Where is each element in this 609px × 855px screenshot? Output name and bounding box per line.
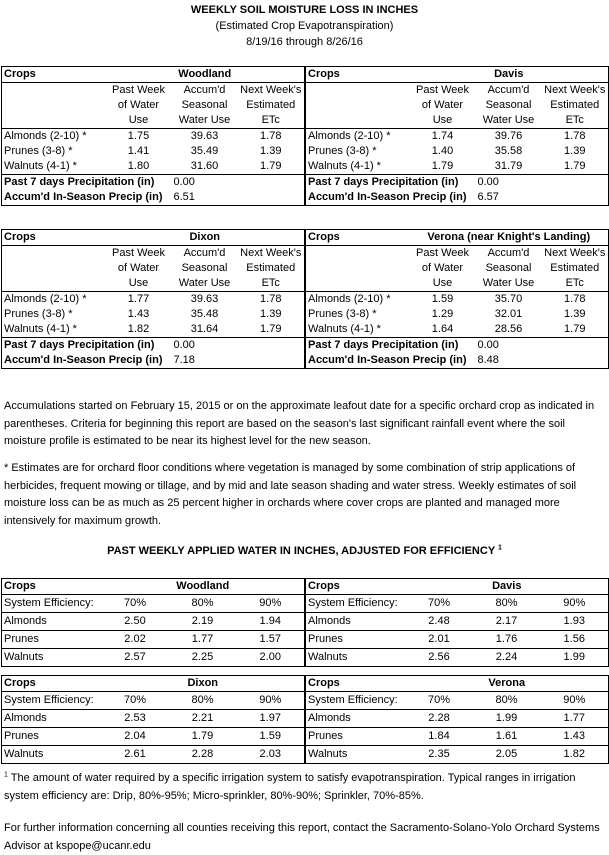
col-header-past-week: Past Week: [112, 247, 165, 259]
crop-name: Walnuts (4-1) *: [306, 322, 410, 338]
crop-name: Walnuts: [306, 649, 406, 667]
efficiency-90: 90%: [237, 595, 305, 613]
blank-cell: [238, 338, 305, 354]
applied-70-value: 2.35: [406, 746, 473, 764]
accum-value: 35.48: [190, 308, 219, 320]
crop-name: Prunes: [2, 728, 102, 746]
next-week-value: 1.78: [542, 129, 609, 145]
accum-value: 31.79: [476, 159, 542, 175]
blank-cell: [306, 246, 410, 262]
next-week-value: 1.39: [542, 144, 609, 159]
precip-value: 0.00: [173, 339, 195, 351]
next-week-value: 1.78: [238, 129, 305, 145]
col-header-accum: Accum'd: [183, 247, 226, 259]
applied-80-value: 2.05: [473, 746, 541, 764]
report-title: WEEKLY SOIL MOISTURE LOSS IN INCHES: [190, 4, 419, 16]
applied-90-value: 1.59: [237, 728, 305, 746]
applied-70-value: 2.01: [406, 631, 473, 649]
past-week-value: 1.40: [431, 145, 454, 157]
blank-cell: [542, 353, 609, 369]
crops-header: Crops: [2, 230, 106, 246]
applied-90-value: 2.03: [237, 746, 305, 764]
col-header-next-week: Next Week's: [542, 83, 609, 99]
col-header-accum: Water Use: [476, 276, 542, 292]
col-header-past-week: of Water: [421, 99, 464, 111]
efficiency-70: 70%: [102, 692, 169, 710]
crop-name: Almonds (2-10) *: [2, 292, 106, 308]
blank-cell: [238, 353, 305, 369]
applied-80-value: 2.25: [169, 649, 237, 667]
past-week-value: 1.80: [106, 159, 172, 175]
applied-70-value: 2.48: [406, 613, 473, 631]
past-week-value: 1.43: [127, 308, 150, 320]
precip-label: Past 7 days Precipitation (in): [306, 338, 476, 354]
applied-table-3: [305, 675, 609, 764]
applied-80-value: 2.21: [169, 710, 237, 728]
efficiency-70: 70%: [406, 595, 473, 613]
next-week-value: 1.39: [238, 307, 305, 322]
accum-value: 35.49: [190, 145, 219, 157]
location-name: Dixon: [106, 230, 305, 246]
crop-name: Almonds: [2, 710, 102, 728]
col-header-accum: Seasonal: [485, 99, 532, 111]
applied-70-value: 2.50: [102, 613, 169, 631]
past-week-value: 1.41: [127, 145, 150, 157]
col-header-accum: Accum'd: [183, 84, 226, 96]
accum-precip-value: 6.57: [476, 190, 542, 206]
applied-70-value: 2.61: [102, 746, 169, 764]
next-week-value: 1.79: [542, 159, 609, 175]
applied-80-value: 2.28: [169, 746, 237, 764]
col-header-accum: Seasonal: [485, 262, 532, 274]
next-week-value: 1.39: [238, 144, 305, 159]
col-header-past-week: Past Week: [416, 247, 469, 259]
et-table-1: [305, 66, 609, 206]
col-header-accum: Seasonal: [181, 99, 228, 111]
applied-70-value: 2.57: [102, 649, 169, 667]
accum-value: 39.63: [190, 293, 219, 305]
efficiency-80: 80%: [473, 692, 541, 710]
applied-80-value: 2.19: [169, 613, 237, 631]
applied-90-value: 1.99: [541, 649, 609, 667]
col-header-next-week: ETc: [542, 276, 609, 292]
applied-90-value: 1.56: [541, 631, 609, 649]
efficiency-70: 70%: [102, 595, 169, 613]
next-week-value: 1.79: [238, 322, 305, 338]
crop-name: Almonds: [2, 613, 102, 631]
efficiency-90: 90%: [541, 692, 609, 710]
past-week-value: 1.82: [106, 322, 172, 338]
crop-name: Prunes: [2, 631, 102, 649]
crop-name: Walnuts (4-1) *: [2, 322, 106, 338]
estimate-note: * Estimates are for orchard floor conditions where vegetation is managed by some combination of strip applications of herbicides, frequent mowing or tillage, and by mid and late season shading and water stress. Weekly estimates of soil moisture loss can be as much as 25 percent higher in orchards where cover crops are planted and managed more intensively for maximum growth.: [4, 462, 577, 527]
blank-cell: [306, 83, 410, 99]
blank-cell: [2, 98, 106, 113]
footnote: [4, 770, 604, 805]
applied-90-value: 1.93: [541, 613, 609, 631]
col-header-next-week: ETc: [542, 113, 609, 129]
location-name: Davis: [410, 67, 609, 83]
contact-note: For further information concerning all counties receiving this report, contact the Sacramento-Solano-Yolo Orchard Systems Advisor at kspope@ucanr.edu: [4, 822, 600, 852]
blank-cell: [2, 113, 106, 129]
footnote-sup: 1: [4, 771, 8, 779]
col-header-past-week: of Water: [421, 262, 464, 274]
efficiency-80: 80%: [473, 595, 541, 613]
past-week-value: 1.29: [431, 308, 454, 320]
accum-value: 31.60: [172, 159, 238, 175]
col-header-past-week: of Water: [117, 99, 160, 111]
next-week-value: 1.78: [542, 292, 609, 308]
col-header-next-week: Estimated: [238, 98, 305, 113]
applied-80-value: 1.99: [473, 710, 541, 728]
applied-80-value: 2.24: [473, 649, 541, 667]
accum-value: 32.01: [494, 308, 523, 320]
applied-90-value: 1.43: [541, 728, 609, 746]
crops-header: Crops: [2, 579, 102, 595]
applied-90-value: 1.94: [237, 613, 305, 631]
blank-cell: [2, 246, 106, 262]
crops-header: Crops: [2, 67, 106, 83]
next-week-value: 1.79: [238, 159, 305, 175]
applied-70-value: 2.53: [102, 710, 169, 728]
past-week-value: 1.59: [431, 293, 454, 305]
report-dates: 8/19/16 through 8/26/16: [246, 36, 363, 48]
accum-precip-label: Accum'd In-Season Precip (in): [2, 353, 172, 369]
past-week-value: 1.75: [127, 130, 150, 142]
blank-cell: [542, 190, 609, 206]
blank-cell: [306, 98, 410, 113]
blank-cell: [542, 175, 609, 191]
blank-cell: [2, 261, 106, 276]
accumulation-note: Accumulations started on February 15, 2015 or on the approximate leafout date for a specific orchard crop as indicated in parentheses. Criteria for beginning this report are based on the season's last significant rainfall event where the soil moisture profile is estimated to be near its highest level for the new season.: [4, 400, 595, 447]
applied-table-2: [1, 675, 305, 764]
crops-header: Crops: [306, 676, 406, 692]
crop-name: Prunes: [306, 631, 406, 649]
blank-cell: [238, 175, 305, 191]
accum-precip-label: Accum'd In-Season Precip (in): [2, 190, 172, 206]
crop-name: Almonds: [306, 710, 406, 728]
applied-80-value: 1.77: [169, 631, 237, 649]
crop-name: Almonds (2-10) *: [2, 129, 106, 145]
past-week-value: 1.64: [410, 322, 476, 338]
crop-name: Prunes (3-8) *: [306, 144, 410, 159]
applied-90-value: 1.82: [541, 746, 609, 764]
col-header-past-week: of Water: [117, 262, 160, 274]
col-header-accum: Accum'd: [487, 247, 530, 259]
crops-header: Crops: [306, 67, 410, 83]
col-header-past-week: Use: [106, 113, 172, 129]
past-week-value: 1.79: [410, 159, 476, 175]
footnote-text: The amount of water required by a specific irrigation system to satisfy evapotranspiration. Typical ranges in irrigation system efficiency are: Drip, 80%-95%; Micro-sprinkler, 80%-90%; Sprinkler, 70%-85%.: [4, 772, 576, 802]
past-week-value: 1.77: [127, 293, 150, 305]
crop-name: Prunes (3-8) *: [2, 144, 106, 159]
accum-value: 39.76: [494, 130, 523, 142]
applied-70-value: 2.28: [406, 710, 473, 728]
col-header-past-week: Use: [410, 113, 476, 129]
blank-cell: [238, 190, 305, 206]
col-header-next-week: Estimated: [542, 261, 609, 276]
crop-name: Walnuts: [306, 746, 406, 764]
blank-cell: [2, 83, 106, 99]
applied-title-text: PAST WEEKLY APPLIED WATER IN INCHES, ADJUSTED FOR EFFICIENCY: [107, 545, 495, 557]
col-header-accum: Seasonal: [181, 262, 228, 274]
col-header-past-week: Past Week: [112, 84, 165, 96]
next-week-value: 1.79: [542, 322, 609, 338]
applied-70-value: 2.02: [102, 631, 169, 649]
crop-name: Prunes (3-8) *: [306, 307, 410, 322]
efficiency-label: System Efficiency:: [306, 692, 406, 710]
et-table-0: [1, 66, 305, 206]
blank-cell: [542, 338, 609, 354]
location-name: Woodland: [106, 67, 305, 83]
applied-70-value: 2.56: [406, 649, 473, 667]
crop-name: Walnuts (4-1) *: [306, 159, 410, 175]
location-name: Davis: [406, 579, 609, 595]
crop-name: Walnuts (4-1) *: [2, 159, 106, 175]
applied-90-value: 1.97: [237, 710, 305, 728]
accum-value: 31.64: [172, 322, 238, 338]
crop-name: Prunes (3-8) *: [2, 307, 106, 322]
applied-90-value: 1.57: [237, 631, 305, 649]
col-header-next-week: Next Week's: [542, 246, 609, 262]
crop-name: Prunes: [306, 728, 406, 746]
efficiency-90: 90%: [541, 595, 609, 613]
precip-label: Past 7 days Precipitation (in): [2, 338, 172, 354]
past-week-value: 1.74: [431, 130, 454, 142]
efficiency-90: 90%: [237, 692, 305, 710]
accum-precip-value: 6.51: [172, 190, 238, 206]
crop-name: Walnuts: [2, 746, 102, 764]
report-subtitle: (Estimated Crop Evapotranspiration): [215, 20, 394, 32]
crop-name: Almonds (2-10) *: [306, 292, 410, 308]
applied-80-value: 2.17: [473, 613, 541, 631]
crops-header: Crops: [2, 676, 102, 692]
blank-cell: [2, 276, 106, 292]
applied-80-value: 1.79: [169, 728, 237, 746]
applied-90-value: 1.77: [541, 710, 609, 728]
location-name: Woodland: [102, 579, 305, 595]
col-header-next-week: Estimated: [542, 98, 609, 113]
accum-precip-label: Accum'd In-Season Precip (in): [306, 190, 476, 206]
precip-value: 0.00: [477, 339, 499, 351]
location-name: Verona: [406, 676, 609, 692]
col-header-next-week: ETc: [238, 113, 305, 129]
col-header-past-week: Past Week: [416, 84, 469, 96]
applied-title-sup: 1: [498, 544, 502, 552]
applied-table-1: [305, 578, 609, 667]
location-name: Dixon: [102, 676, 305, 692]
efficiency-70: 70%: [406, 692, 473, 710]
accum-precip-value: 8.48: [476, 353, 542, 369]
location-name: Verona (near Knight's Landing): [410, 230, 609, 246]
crop-name: Walnuts: [2, 649, 102, 667]
applied-70-value: 1.84: [406, 728, 473, 746]
efficiency-80: 80%: [169, 692, 237, 710]
applied-70-value: 2.04: [102, 728, 169, 746]
et-table-3: [305, 229, 609, 369]
et-table-2: [1, 229, 305, 369]
applied-water-title: [0, 543, 609, 559]
blank-cell: [306, 113, 410, 129]
efficiency-label: System Efficiency:: [306, 595, 406, 613]
accum-value: 35.58: [494, 145, 523, 157]
accum-value: 28.56: [476, 322, 542, 338]
precip-value: 0.00: [477, 176, 499, 188]
crops-header: Crops: [306, 579, 406, 595]
col-header-next-week: Estimated: [238, 261, 305, 276]
col-header-accum: Water Use: [172, 113, 238, 129]
accum-value: 39.63: [190, 130, 219, 142]
col-header-past-week: Use: [410, 276, 476, 292]
accum-precip-label: Accum'd In-Season Precip (in): [306, 353, 476, 369]
applied-90-value: 2.00: [237, 649, 305, 667]
blank-cell: [306, 276, 410, 292]
col-header-accum: Water Use: [476, 113, 542, 129]
col-header-next-week: Next Week's: [238, 246, 305, 262]
crops-header: Crops: [306, 230, 410, 246]
precip-label: Past 7 days Precipitation (in): [2, 175, 172, 191]
next-week-value: 1.39: [542, 307, 609, 322]
accum-value: 35.70: [494, 293, 523, 305]
next-week-value: 1.78: [238, 292, 305, 308]
efficiency-label: System Efficiency:: [2, 692, 102, 710]
crop-name: Almonds: [306, 613, 406, 631]
applied-table-0: [1, 578, 305, 667]
col-header-next-week: Next Week's: [238, 83, 305, 99]
blank-cell: [306, 261, 410, 276]
col-header-past-week: Use: [106, 276, 172, 292]
applied-80-value: 1.61: [473, 728, 541, 746]
precip-label: Past 7 days Precipitation (in): [306, 175, 476, 191]
applied-80-value: 1.76: [473, 631, 541, 649]
crop-name: Almonds (2-10) *: [306, 129, 410, 145]
precip-value: 0.00: [173, 176, 195, 188]
accum-precip-value: 7.18: [172, 353, 238, 369]
efficiency-80: 80%: [169, 595, 237, 613]
efficiency-label: System Efficiency:: [2, 595, 102, 613]
col-header-accum: Water Use: [172, 276, 238, 292]
col-header-next-week: ETc: [238, 276, 305, 292]
col-header-accum: Accum'd: [487, 84, 530, 96]
